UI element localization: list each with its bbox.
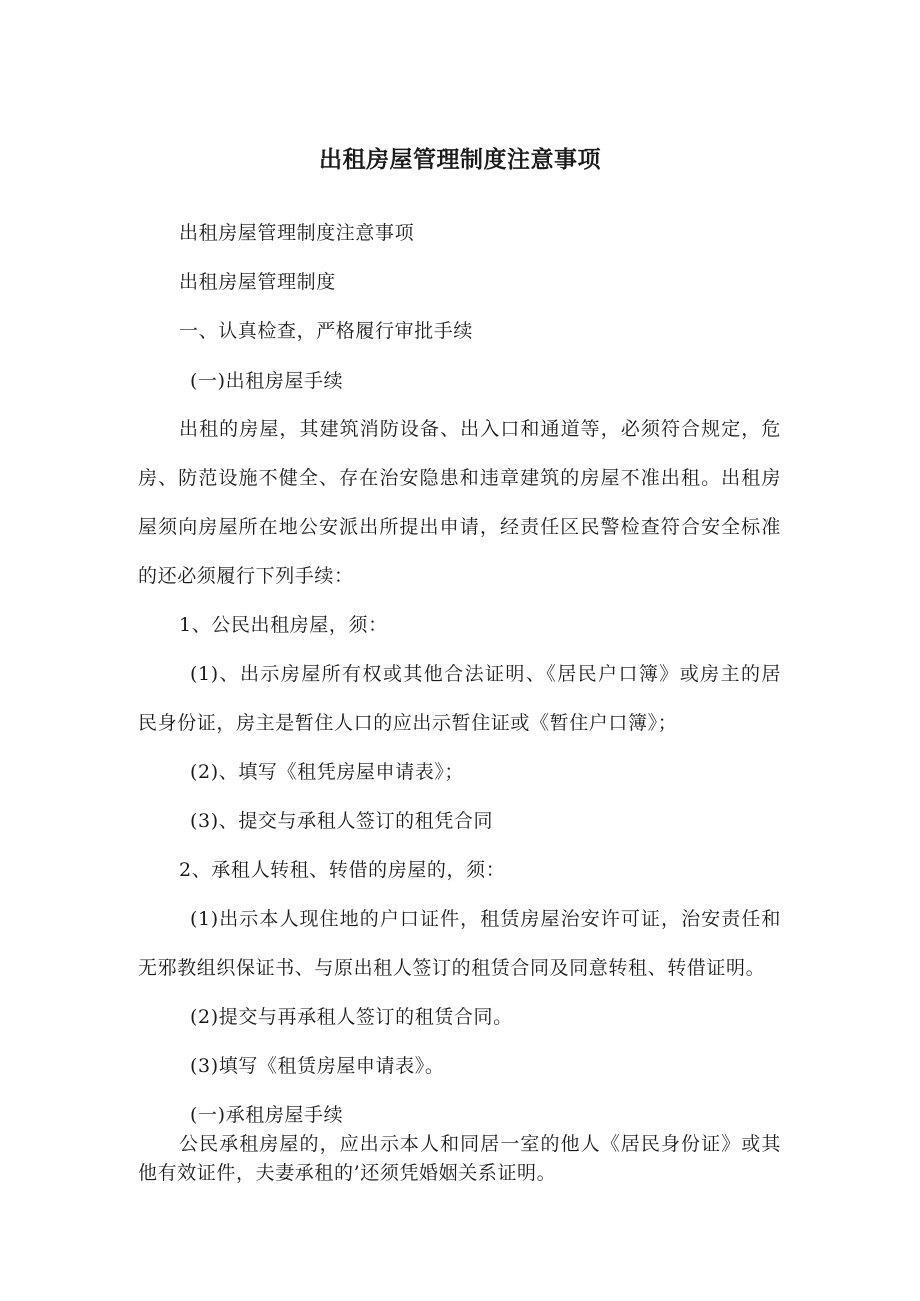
list-subitem-3b: (3)填写《租赁房屋申请表》。	[190, 1055, 445, 1077]
paragraph-line: 他有效证件，夫妻承租的’还须凭婚姻关系证明。	[138, 1162, 557, 1184]
subsection-heading-lease: (一)承租房屋手续	[190, 1104, 344, 1126]
list-subitem-2: (2)、填写《租凭房屋申请表》；	[190, 761, 465, 783]
paragraph-heading-repeat: 出租房屋管理制度注意事项	[179, 222, 415, 244]
paragraph-line: 的还必须履行下列手续：	[138, 565, 354, 587]
paragraph-line: (1)、出示房屋所有权或其他合法证明、《居民户口簿》或房主的居	[190, 663, 781, 685]
paragraph-line: (1)出示本人现住地的户口证件，租赁房屋治安许可证，治安责任和	[190, 908, 781, 930]
paragraph-line: 屋须向房屋所在地公安派出所提出申请，经责任区民警检查符合安全标准	[138, 516, 781, 538]
list-subitem-2b: (2)提交与再承租人签订的租赁合同。	[190, 1006, 513, 1028]
document-title: 出租房屋管理制度注意事项	[319, 147, 601, 173]
subsection-heading-rental: (一)出租房屋手续	[190, 370, 344, 392]
list-subitem-3: (3)、提交与承租人签订的租凭合同	[190, 810, 494, 832]
paragraph-line: 出租的房屋，其建筑消防设备、出入口和通道等，必须符合规定，危	[179, 418, 781, 440]
list-item-1: 1、公民出租房屋，须：	[179, 614, 388, 636]
paragraph-line: 无邪教组织保证书、与原出租人签订的租赁合同及同意转租、转借证明。	[138, 957, 766, 979]
paragraph-subtitle: 出租房屋管理制度	[179, 271, 336, 293]
paragraph-line: 房、防范设施不健全、存在治安隐患和违章建筑的房屋不准出租。出租房	[138, 467, 781, 489]
list-item-2: 2、承租人转租、转借的房屋的，须：	[179, 859, 506, 881]
section-heading-1: 一、认真检查，严格履行审批手续	[179, 320, 474, 342]
paragraph-line: 公民承租房屋的，应出示本人和同居一室的他人《居民身份证》或其	[179, 1133, 781, 1155]
paragraph-line: 民身份证，房主是暂住人口的应出示暂住证或《暂住户口簿》；	[138, 712, 678, 734]
